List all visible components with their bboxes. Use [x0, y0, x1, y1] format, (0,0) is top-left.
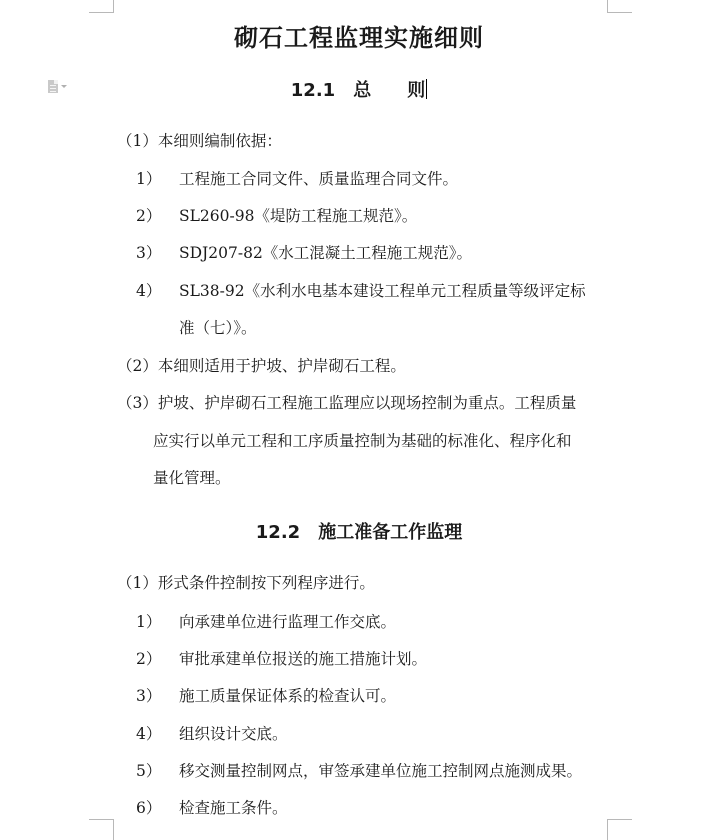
- list-item: 工程施工合同文件、质量监理合同文件。: [179, 170, 459, 188]
- page-corner-mark-bottom-right: [607, 819, 632, 840]
- list-item: （1）本细则编制依据：: [117, 132, 282, 150]
- section-title-part-a: 总: [353, 80, 372, 101]
- list-item: SDJ207-82《水工混凝土工程施工规范》。: [179, 244, 473, 262]
- list-item: 组织设计交底。: [179, 725, 288, 743]
- list-item-number: 3）: [136, 687, 162, 705]
- list-item-number: 4）: [136, 282, 162, 300]
- list-item-number: 2）: [136, 207, 162, 225]
- list-item-number: 6）: [136, 799, 162, 817]
- list-item-number: 3）: [136, 244, 162, 262]
- list-item-number: 1）: [136, 170, 162, 188]
- section-title: 施工准备工作监理: [318, 522, 463, 543]
- page-corner-mark-bottom-left: [89, 819, 114, 840]
- list-item-continuation: 应实行以单元工程和工序质量控制为基础的标准化、程序化和: [153, 432, 572, 450]
- list-item: 检查施工条件。: [179, 799, 288, 817]
- list-item-number: 5）: [136, 762, 162, 780]
- text-cursor: [426, 79, 427, 99]
- list-item-continuation: 准（七）》。: [179, 319, 257, 337]
- list-item: 移交测量控制网点，审签承建单位施工控制网点施测成果。: [179, 762, 583, 780]
- page-corner-mark-top-right: [607, 0, 632, 13]
- list-item-continuation: 量化管理。: [153, 469, 231, 487]
- page-corner-mark-top-left: [89, 0, 114, 13]
- list-item: （2）本细则适用于护坡、护岸砌石工程。: [117, 357, 406, 375]
- list-item-number: 1）: [136, 613, 162, 631]
- list-item-number: 2）: [136, 650, 162, 668]
- list-item: （1）形式条件控制按下列程序进行。: [117, 574, 375, 592]
- section-number: 12.1: [290, 80, 336, 101]
- section-heading-12-2: [0, 518, 718, 544]
- list-item-number: 4）: [136, 725, 162, 743]
- section-number: 12.2: [255, 522, 301, 543]
- document-title: 砌石工程监理实施细则: [234, 23, 484, 52]
- list-item: （3）护坡、护岸砌石工程施工监理应以现场控制为重点。工程质量: [117, 394, 577, 412]
- list-item: 审批承建单位报送的施工措施计划。: [179, 650, 428, 668]
- section-title-part-b: 则: [407, 80, 426, 101]
- section-heading-12-1: [0, 76, 718, 102]
- list-item: SL38-92《水利水电基本建设工程单元工程质量等级评定标: [179, 282, 586, 300]
- list-item: 施工质量保证体系的检查认可。: [179, 687, 397, 705]
- list-item: 向承建单位进行监理工作交底。: [179, 613, 397, 631]
- list-item: SL260-98《堤防工程施工规范》。: [179, 207, 418, 225]
